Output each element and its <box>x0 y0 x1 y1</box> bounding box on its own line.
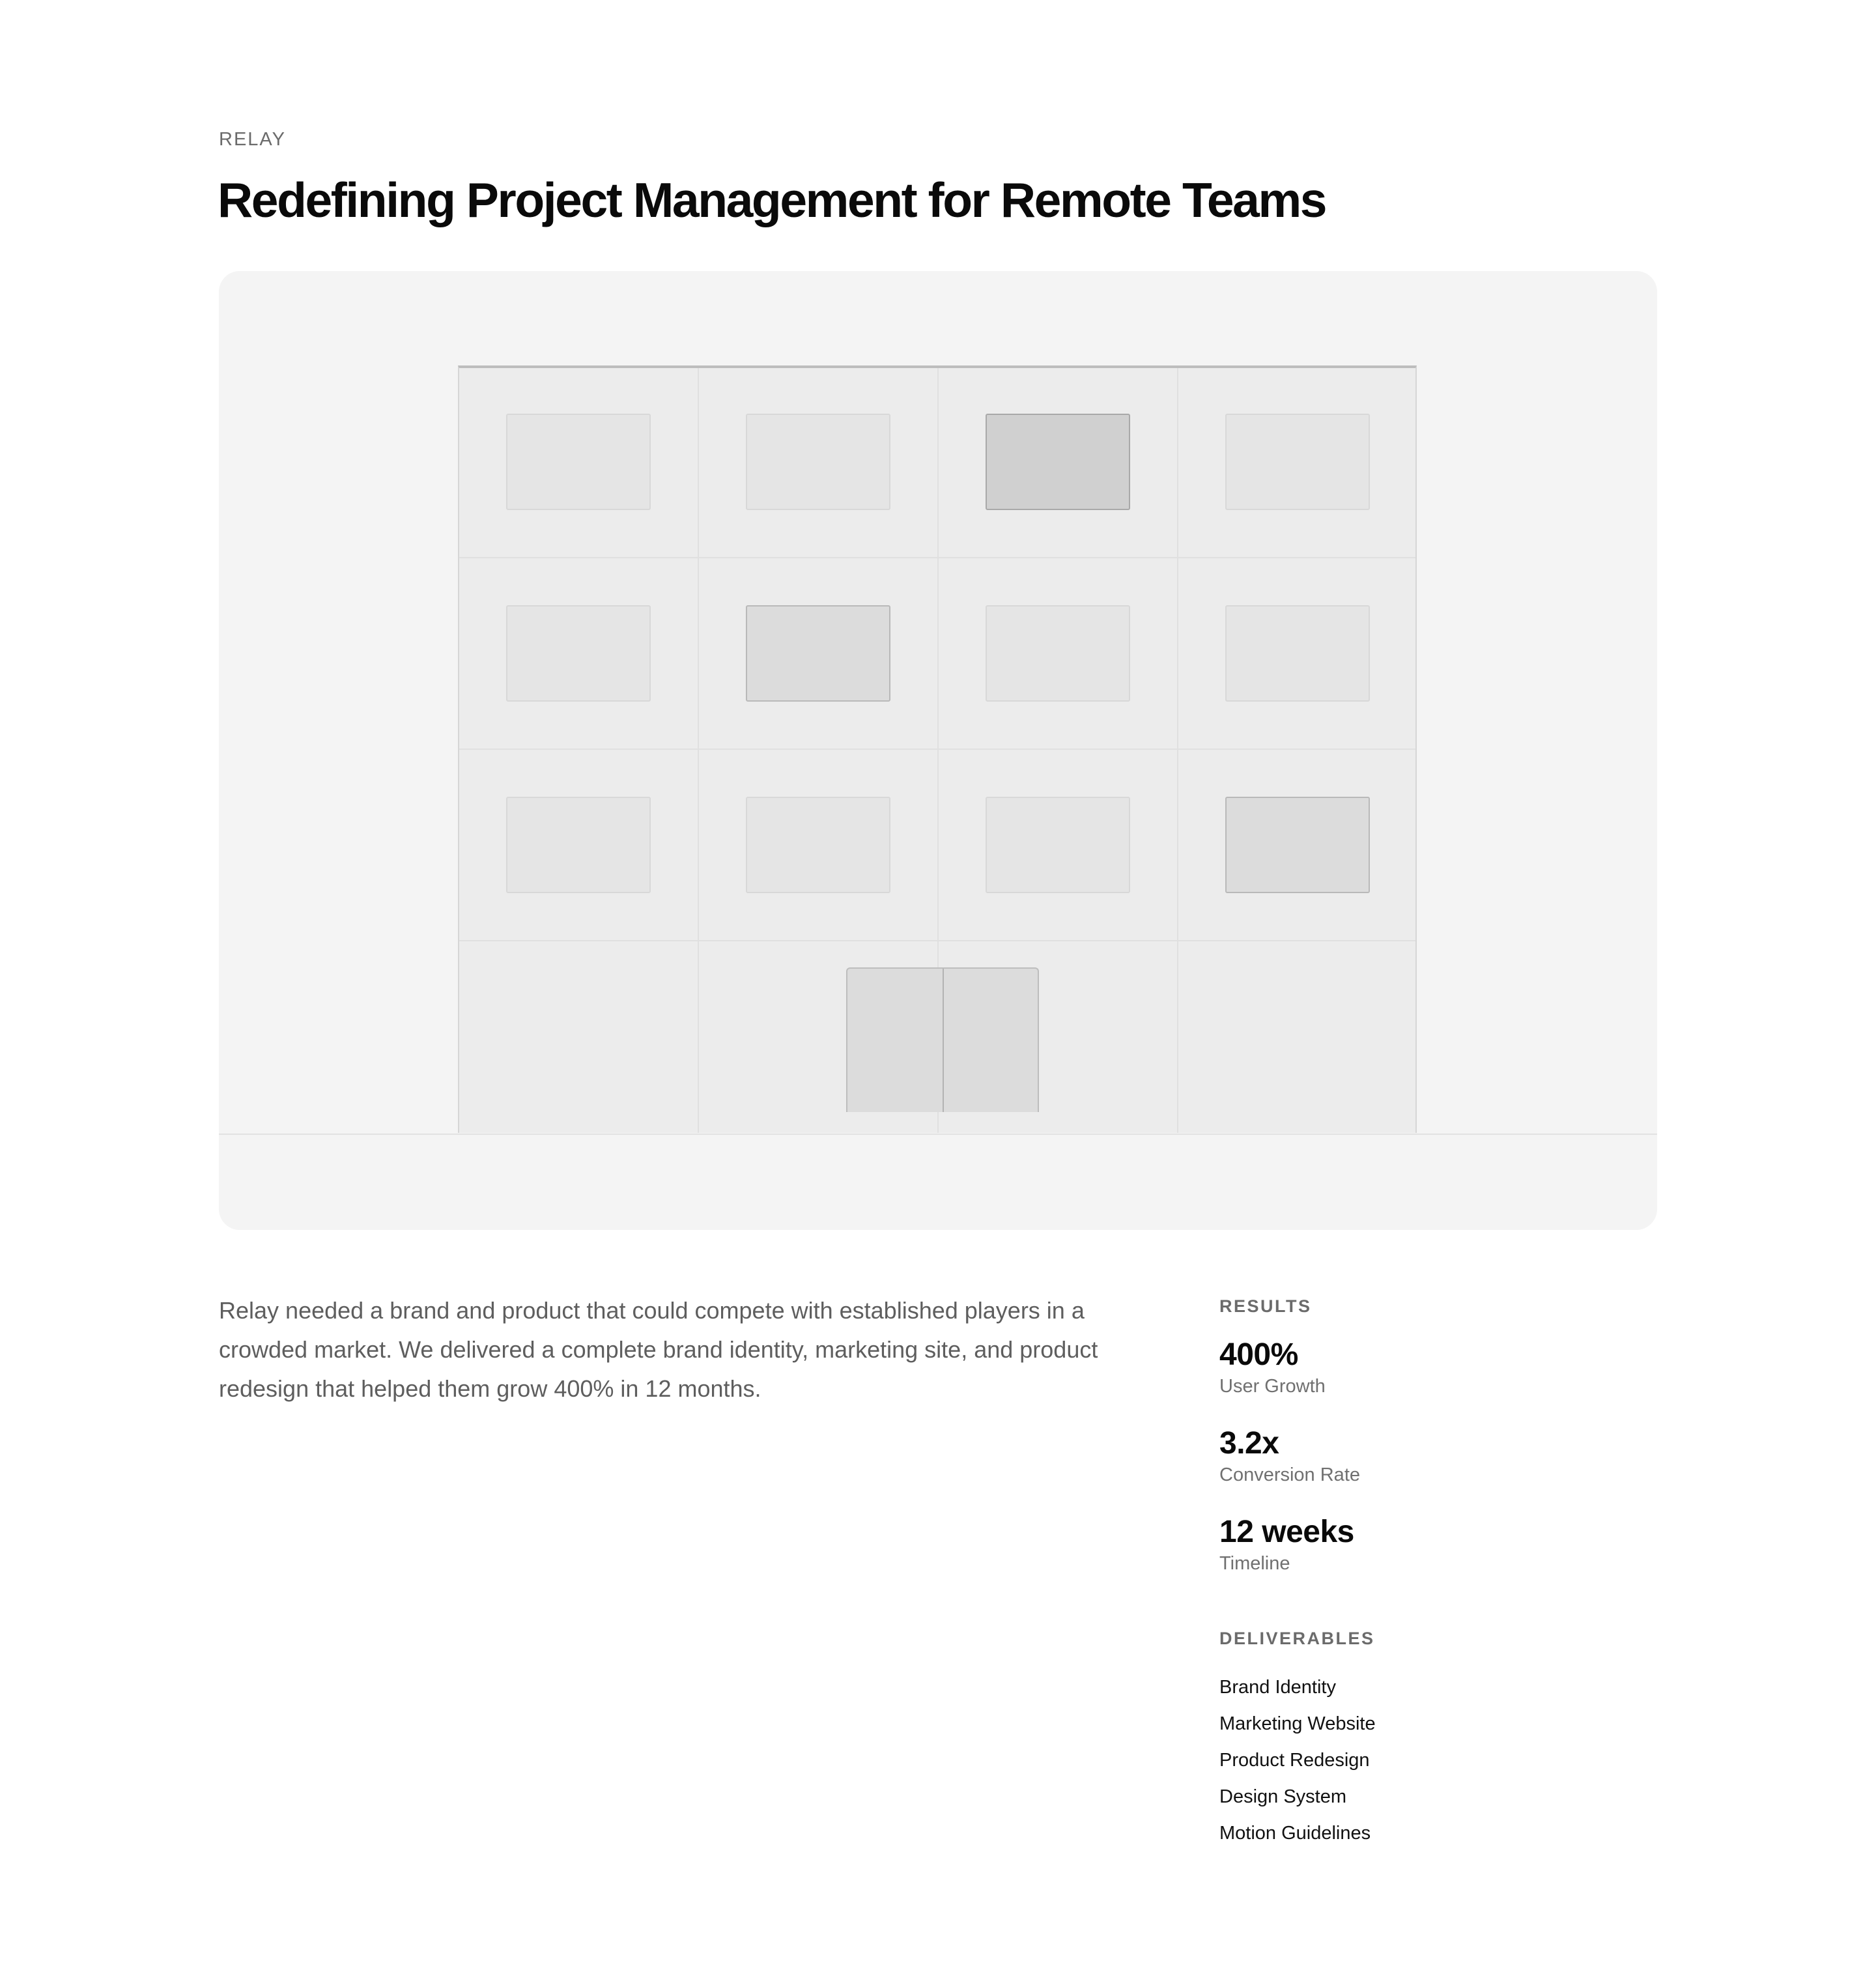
metric-user-growth <box>1219 1337 1326 1398</box>
metric-label: User Growth <box>1219 1376 1326 1397</box>
building-column-line <box>698 368 699 1133</box>
window <box>506 414 651 510</box>
project-description: Relay needed a brand and product that could compete with established players in a crowded market. We delivered a complete brand identity, marketing site, and product redesign that helped them grow 400% in 12 months. <box>219 1297 1098 1402</box>
window <box>986 605 1130 702</box>
metric-value: 3.2x <box>1219 1426 1279 1461</box>
deliverable-item: Product Redesign <box>1219 1750 1370 1771</box>
window <box>746 414 890 510</box>
metric-timeline <box>1219 1514 1354 1575</box>
metric-value: 400% <box>1219 1337 1298 1372</box>
building-floor-line <box>459 940 1415 941</box>
window-lit <box>746 605 890 702</box>
building-icon <box>458 365 1417 1133</box>
window-lit <box>1225 797 1370 893</box>
door-icon <box>846 967 1039 1112</box>
metric-value: 12 weeks <box>1219 1515 1354 1549</box>
window <box>506 797 651 893</box>
hero-illustration <box>219 271 1657 1230</box>
client-name: RELAY <box>219 129 286 150</box>
window <box>746 797 890 893</box>
building-floor-line <box>459 749 1415 750</box>
building-floor-line <box>459 557 1415 558</box>
deliverables-list <box>1219 1669 1376 1851</box>
window-lit <box>986 414 1130 510</box>
metric-conversion-rate <box>1219 1425 1360 1487</box>
ground-line <box>219 1134 1657 1135</box>
deliverable-item: Design System <box>1219 1786 1347 1807</box>
metric-label: Conversion Rate <box>1219 1464 1360 1485</box>
metric-label: Timeline <box>1219 1553 1290 1574</box>
building-column-line <box>1177 368 1178 1133</box>
window <box>506 605 651 702</box>
window <box>1225 414 1370 510</box>
window <box>1225 605 1370 702</box>
deliverable-item: Marketing Website <box>1219 1713 1376 1734</box>
results-heading: RESULTS <box>1219 1296 1312 1316</box>
deliverable-item: Brand Identity <box>1219 1677 1336 1698</box>
deliverable-item: Motion Guidelines <box>1219 1823 1371 1844</box>
door-split <box>943 969 944 1112</box>
page-title: Redefining Project Management for Remote Teams <box>218 173 1326 227</box>
window <box>986 797 1130 893</box>
deliverables-heading: DELIVERABLES <box>1219 1629 1375 1648</box>
